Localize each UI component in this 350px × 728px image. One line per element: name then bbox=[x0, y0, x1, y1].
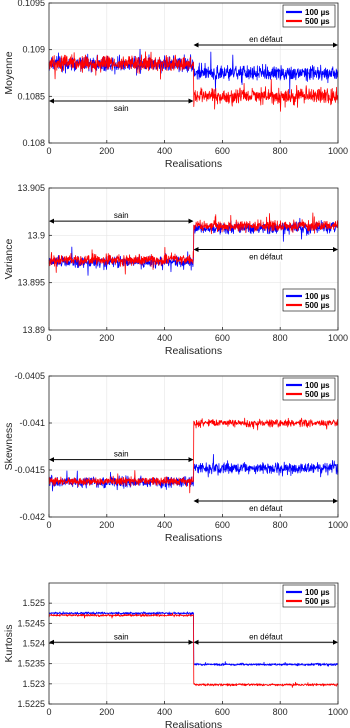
legend bbox=[283, 289, 335, 311]
legend bbox=[283, 378, 335, 400]
chart-panel-1 bbox=[3, 0, 348, 170]
annotation-label: sain bbox=[113, 211, 129, 221]
legend-label: 500 µs bbox=[305, 597, 330, 606]
x-tick-label: 0 bbox=[46, 707, 52, 717]
x-tick-label: 200 bbox=[99, 333, 115, 343]
chart-panel-4 bbox=[3, 583, 348, 728]
annotation-label: en défaut bbox=[249, 504, 283, 514]
y-tick-label: 1.524 bbox=[22, 638, 45, 649]
y-tick-label: 0.1095 bbox=[17, 0, 45, 8]
x-tick-label: 1000 bbox=[327, 707, 349, 717]
x-tick-label: 1000 bbox=[327, 333, 349, 343]
x-tick-label: 200 bbox=[99, 520, 115, 530]
x-tick-label: 0 bbox=[46, 146, 52, 156]
y-tick-label: 13.89 bbox=[22, 325, 45, 335]
legend-label: 100 µs bbox=[305, 8, 330, 17]
y-tick-label: 0.108 bbox=[22, 138, 45, 148]
x-tick-label: 800 bbox=[272, 707, 288, 717]
y-tick-label: -0.042 bbox=[19, 512, 45, 522]
y-tick-label: -0.0405 bbox=[14, 371, 45, 381]
legend-label: 500 µs bbox=[305, 301, 330, 310]
y-axis-label: Kurtosis bbox=[3, 624, 15, 663]
legend-label: 100 µs bbox=[305, 588, 330, 597]
x-axis-label: Realisations bbox=[164, 345, 223, 357]
annotation-label: en défaut bbox=[249, 35, 283, 44]
x-tick-label: 400 bbox=[157, 333, 173, 343]
y-tick-label: 0.1085 bbox=[17, 91, 45, 102]
x-tick-label: 400 bbox=[157, 707, 173, 717]
x-tick-label: 0 bbox=[46, 520, 52, 530]
x-tick-label: 1000 bbox=[327, 146, 349, 156]
y-tick-label: 1.525 bbox=[22, 598, 45, 609]
x-tick-label: 600 bbox=[214, 333, 230, 343]
x-tick-label: 400 bbox=[157, 146, 173, 156]
x-tick-label: 1000 bbox=[327, 520, 349, 530]
y-tick-label: -0.041 bbox=[19, 418, 45, 428]
legend bbox=[283, 585, 335, 607]
x-tick-label: 600 bbox=[214, 146, 230, 156]
annotation-label: en défaut bbox=[249, 632, 283, 642]
y-axis-label: Moyenne bbox=[3, 51, 15, 95]
y-tick-label: 1.5245 bbox=[17, 618, 45, 629]
y-tick-label: 1.523 bbox=[22, 678, 45, 689]
x-axis-label: Realisations bbox=[164, 158, 223, 170]
y-axis-label: Skewness bbox=[3, 422, 15, 471]
chart-panel-3 bbox=[3, 371, 348, 544]
y-tick-label: 0.109 bbox=[22, 44, 45, 55]
x-tick-label: 400 bbox=[157, 520, 173, 530]
x-tick-label: 200 bbox=[99, 146, 115, 156]
x-tick-label: 600 bbox=[214, 520, 230, 530]
x-tick-label: 800 bbox=[272, 146, 288, 156]
annotation-label: sain bbox=[113, 104, 129, 113]
legend-label: 100 µs bbox=[305, 292, 330, 301]
x-tick-label: 800 bbox=[272, 333, 288, 343]
x-axis-label: Realisations bbox=[164, 719, 223, 728]
y-tick-label: 13.9 bbox=[27, 230, 45, 241]
x-tick-label: 800 bbox=[272, 520, 288, 530]
y-tick-label: 13.895 bbox=[17, 277, 45, 288]
annotation-label: sain bbox=[113, 449, 129, 459]
y-tick-label: 1.5235 bbox=[17, 658, 45, 669]
y-axis-label: Variance bbox=[3, 238, 15, 280]
x-tick-label: 600 bbox=[214, 707, 230, 717]
x-tick-label: 0 bbox=[46, 333, 52, 343]
x-tick-label: 200 bbox=[99, 707, 115, 717]
y-tick-label: 13.905 bbox=[17, 183, 45, 193]
annotation-label: sain bbox=[113, 632, 129, 642]
y-tick-label: -0.0415 bbox=[14, 465, 45, 475]
y-tick-label: 1.5225 bbox=[17, 699, 45, 709]
legend bbox=[283, 5, 335, 27]
legend-label: 500 µs bbox=[305, 390, 330, 399]
legend-label: 100 µs bbox=[305, 381, 330, 390]
chart-panel-2 bbox=[3, 183, 348, 357]
x-axis-label: Realisations bbox=[164, 532, 223, 544]
legend-label: 500 µs bbox=[305, 17, 330, 26]
annotation-label: en défaut bbox=[249, 252, 283, 262]
